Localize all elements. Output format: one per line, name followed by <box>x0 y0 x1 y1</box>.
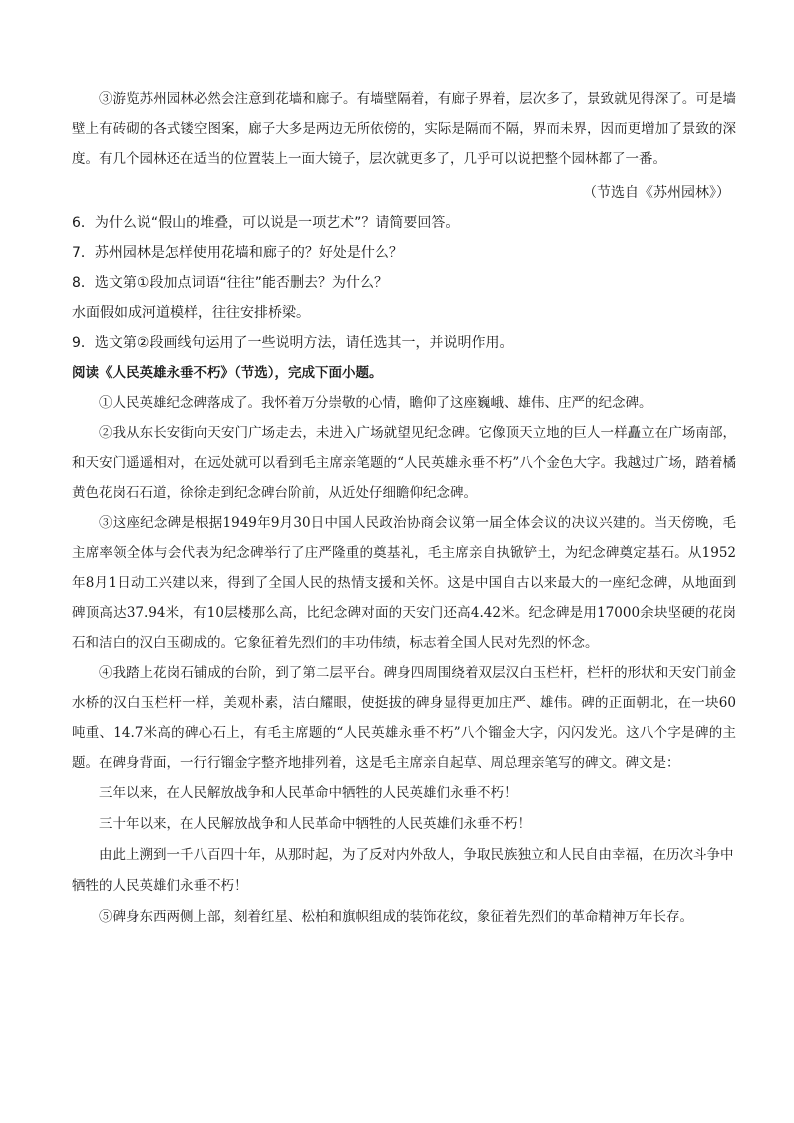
monument-paragraph-1: ①人民英雄纪念碑落成了。我怀着万分崇敬的心情，瞻仰了这座巍峨、雄伟、庄严的纪念碑。 <box>99 395 653 411</box>
monument-paragraph-4: ④我踏上花岗石铺成的台阶，到了第二层平台。碑身四周围绕着双层汉白玉栏杆，栏杆的形状和天安门前金水桥的汉白玉栏杆一样，美观朴素，洁白耀眼，使挺拔的碑身显得更加庄严、雄伟。碑的正面朝北，在一块60吨重、14.7米高的碑心石上，有毛主席题的“人民英雄永垂不朽”八个镏金大字，闪闪发光。这八个字是碑的主题。在碑身背面，一行行镏金字整齐地排列着，这是毛主席亲自起草、周总理亲笔写的碑文。碑文是： <box>72 665 736 771</box>
monument-paragraph-2: ②我从东长安街向天安门广场走去，未进入广场就望见纪念碑。它像顶天立地的巨人一样矗立在广场南部，和天安门遥遥相对，在远处就可以看到毛主席亲笔题的“人民英雄永垂不朽”八个金色大字。我越过广场，踏着橘黄色花岗石石道，徐徐走到纪念碑台阶前，从近处仔细瞻仰纪念碑。 <box>72 425 736 501</box>
inscription-line-3: 由此上溯到一千八百四十年，从那时起，为了反对内外敌人，争取民族独立和人民自由幸福，在历次斗争中牺牲的人民英雄们永垂不朽！ <box>72 847 734 894</box>
question-8: 8．选文第①段加点词语“往往”能否删去？为什么？ <box>72 275 388 291</box>
question-9: 9．选文第②段画线句运用了一些说明方法，请任选其一，并说明作用。 <box>72 335 514 351</box>
passage-paragraph-3: ③游览苏州园林必然会注意到花墙和廊子。有墙壁隔着，有廊子界着，层次多了，景致就见得深了。可是墙壁上有砖砌的各式镂空图案，廊子大多是两边无所依傍的，实际是隔而不隔，界而未界，因而更增加了景致的深度。有几个园林还在适当的位置装上一面大镜子，层次就更多了，几乎可以说把整个园林都了一番。 <box>72 91 736 167</box>
monument-paragraph-3: ③这座纪念碑是根据1949年9月30日中国人民政治协商会议第一届全体会议的决议兴建的。当天傍晚，毛主席率领全体与会代表为纪念碑举行了庄严隆重的奠基礼，毛主席亲自执锨铲土，为纪念碑奠定基石。从1952年8月1日动工兴建以来，得到了全国人民的热情支援和关怀。这是中国自古以来最大的一座纪念碑，从地面到碑顶高达37.94米，有10层楼那么高，比纪念碑对面的天安门还高4.42米。纪念碑是用17000余块坚硬的花岗石和洁白的汉白玉砌成的。它象征着先烈们的丰功伟绩，标志着全国人民对先烈的怀念。 <box>72 515 736 651</box>
document-page <box>72 84 736 932</box>
inscription-line-1: 三年以来，在人民解放战争和人民革命中牺牲的人民英雄们永垂不朽！ <box>99 785 518 801</box>
question-6: 6．为什么说“假山的堆叠，可以说是一项艺术”？请简要回答。 <box>72 215 460 231</box>
passage-source: （节选自《苏州园林》） <box>583 185 730 201</box>
monument-paragraph-5: ⑤碑身东西两侧上部，刻着红星、松柏和旗帜组成的装饰花纹，象征着先烈们的革命精神万年长存。 <box>99 909 693 925</box>
inscription-line-2: 三十年以来，在人民解放战争和人民革命中牺牲的人民英雄们永垂不朽！ <box>99 816 531 832</box>
question-7: 7．苏州园林是怎样使用花墙和廊子的？好处是什么？ <box>72 245 403 261</box>
reading-heading: 阅读《人民英雄永垂不朽》（节选），完成下面小题。 <box>72 365 383 381</box>
question-8-sentence: 水面假如成河道模样，往往安排桥梁。 <box>72 305 310 321</box>
